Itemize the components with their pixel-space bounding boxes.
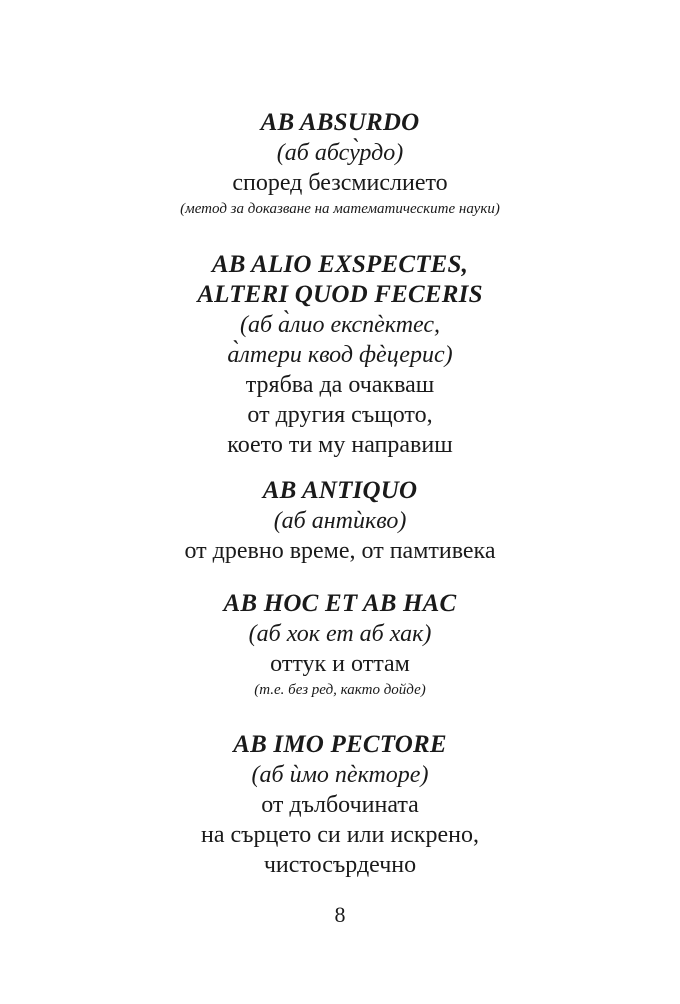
entry-meaning: оттук и оттам (270, 651, 410, 677)
entry-term: AB ABSURDO (260, 109, 420, 136)
entry-ab-antiquo (0, 476, 680, 566)
entry-term: AB ANTIQUO (262, 477, 418, 504)
entry-pronunciation: (аб антѝкво) (273, 508, 407, 534)
entry-meaning: което ти му направиш (227, 432, 453, 458)
entry-term: AB HOC ET AB HAC (223, 590, 457, 617)
entry-pronunciation: (аб ѝмо пѐкторе) (251, 762, 429, 788)
entry-pronunciation: а̀лтери квод фѐцерис) (227, 342, 453, 368)
entry-ab-imo-pectore (0, 730, 680, 880)
entry-ab-absurdo (0, 108, 680, 220)
entry-note: (т.е. без ред, както дойде) (254, 682, 426, 698)
entry-ab-hoc-et-ab-hac (0, 589, 680, 701)
entry-meaning: според безсмислието (232, 170, 448, 196)
entry-meaning: трябва да очакваш (245, 372, 435, 398)
entry-pronunciation: (аб хок ет аб хак) (248, 621, 432, 647)
entry-pronunciation: (аб а̀лио експѐктес, (239, 312, 441, 338)
entry-pronunciation: (аб абсу̀рдо) (276, 140, 404, 166)
entry-meaning: от древно време, от памтивека (184, 538, 496, 564)
entry-meaning: от другия същото, (247, 402, 433, 428)
entry-note: (метод за доказване на математическите науки) (180, 201, 500, 217)
entry-term: AB IMO PECTORE (233, 731, 447, 758)
page-number: 8 (334, 902, 346, 927)
entry-term: ALTERI QUOD FECERIS (197, 281, 483, 308)
entry-meaning: на сърцето си или искрено, (200, 822, 480, 848)
entry-meaning: чистосърдечно (263, 852, 417, 878)
entry-term: AB ALIO EXSPECTES, (211, 251, 469, 278)
entry-ab-alio-exspectes (0, 250, 680, 460)
entry-meaning: от дълбочината (261, 792, 419, 818)
